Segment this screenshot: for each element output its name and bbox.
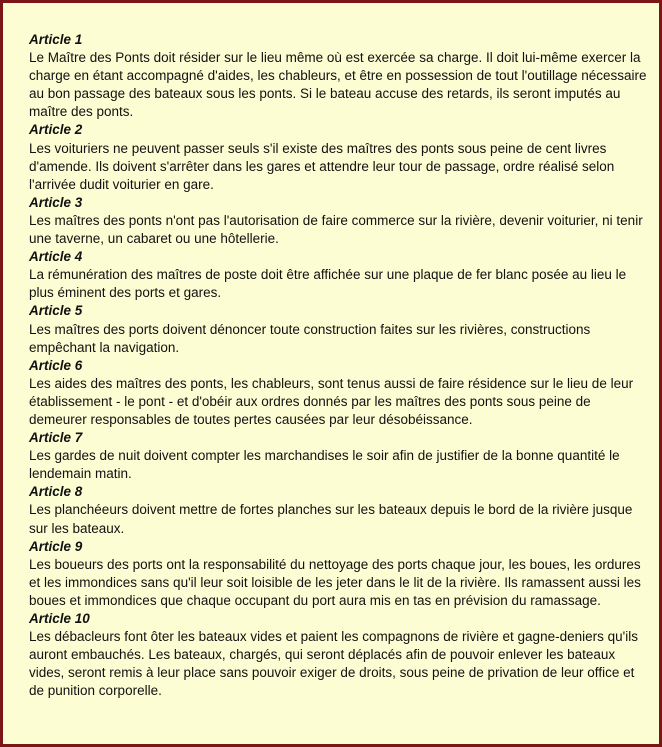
article-title: Article 3 bbox=[29, 194, 83, 210]
article-body: Les voituriers ne peuvent passer seuls s'il existe des maîtres des ponts sous peine de cent livres d'amende. Ils doivent s'arrêter dans les gares et attendre leur tour de passage, ordre réalisé selon l'arrivée dudit voiturier en gare. bbox=[29, 140, 615, 192]
article-title: Article 1 bbox=[29, 32, 83, 47]
article-8 bbox=[29, 483, 647, 537]
article-body: Les débacleurs font ôter les bateaux vides et paient les compagnons de rivière et gagne-deniers qu'ils auront embauchés. Les bateaux, chargés, qui seront déplacés afin de pouvoir enlever les bateaux vides, seront remis à leur place sans pouvoir exiger de droits, sous peine de privation de leur office et de punition corporelle. bbox=[29, 629, 638, 699]
article-10 bbox=[29, 610, 647, 700]
article-body: Les planchéeurs doivent mettre de fortes planches sur les bateaux depuis le bord de la rivière jusque sur les bateaux. bbox=[29, 502, 633, 536]
article-body: Les maîtres des ponts n'ont pas l'autorisation de faire commerce sur la rivière, devenir voiturier, ni tenir une taverne, un cabaret ou une hôtellerie. bbox=[29, 212, 643, 247]
article-title: Article 4 bbox=[29, 249, 83, 265]
article-7 bbox=[29, 429, 647, 483]
article-5 bbox=[29, 302, 647, 356]
article-title: Article 9 bbox=[29, 538, 83, 554]
article-title: Article 5 bbox=[29, 303, 83, 319]
article-title: Article 7 bbox=[29, 430, 83, 446]
article-title: Article 8 bbox=[29, 484, 83, 500]
article-body: Le Maître des Ponts doit résider sur le lieu même où est exercée sa charge. Il doit lui-même exercer la charge en étant accompagné d'aides, les chableurs, et être en possession de tout l'outillage nécessaire au bon passage des bateaux sous les ponts. Si le bateau accuse des retards, ils seront imputés au maître des ponts. bbox=[29, 50, 647, 120]
article-body: Les aides des maîtres des ponts, les chableurs, sont tenus aussi de faire résidence sur le lieu de leur établissement - le pont - et d'obéir aux ordres donnés par les maîtres des ponts sous peine de demeurer responsables de toutes pertes causées par leur désobéissance. bbox=[29, 375, 634, 427]
article-title: Article 6 bbox=[29, 357, 83, 373]
article-1 bbox=[29, 31, 647, 121]
article-body: Les maîtres des ports doivent dénoncer toute construction faites sur les rivières, constructions empêchant la navigation. bbox=[29, 321, 591, 355]
article-title: Article 2 bbox=[29, 122, 83, 138]
article-4 bbox=[29, 248, 647, 302]
article-9 bbox=[29, 538, 647, 610]
article-title: Article 10 bbox=[29, 611, 90, 626]
article-2 bbox=[29, 121, 647, 193]
article-body: La rémunération des maîtres de poste doit être affichée sur une plaque de fer blanc posée au lieu le plus éminent des ports et gares. bbox=[29, 267, 627, 301]
article-6 bbox=[29, 357, 647, 429]
article-body: Les boueurs des ports ont la responsabilité du nettoyage des ports chaque jour, les boues, les ordures et les immondices sans qu'il leur soit loisible de les jeter dans le lit de la rivière. Ils ramassent aussi les boues et immondices que chaque occupant du port aura mis en tas en prévision du ramassage. bbox=[29, 556, 641, 608]
article-body: Les gardes de nuit doivent compter les marchandises le soir afin de justifier de la bonne quantité le lendemain matin. bbox=[29, 448, 620, 482]
article-3 bbox=[29, 194, 647, 248]
